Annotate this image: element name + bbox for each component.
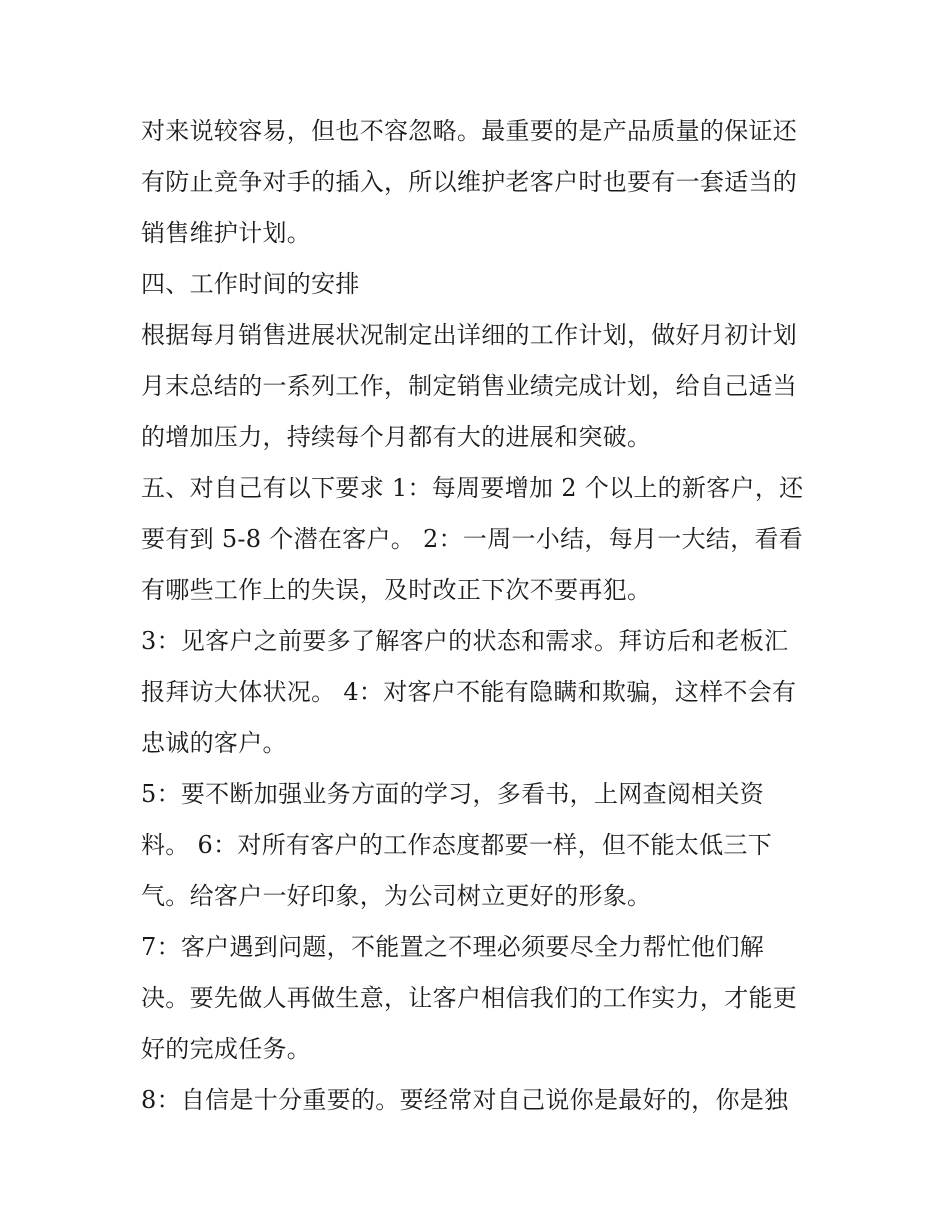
text-line: 五、对自己有以下要求 1：每周要增加 2 个以上的新客户，还 <box>141 474 804 502</box>
text-line: 7：客户遇到问题，不能置之不理必须要尽全力帮忙他们解 <box>141 933 765 961</box>
text-line: 有哪些工作上的失误，及时改正下次不要再犯。 <box>141 576 652 604</box>
text-line: 对来说较容易，但也不容忽略。最重要的是产品质量的保证还 <box>141 117 798 145</box>
text-line: 销售维护计划。 <box>141 219 312 247</box>
text-line: 气。给客户一好印象，为公司树立更好的形象。 <box>141 882 652 910</box>
text-line: 决。要先做人再做生意，让客户相信我们的工作实力，才能更 <box>141 984 798 1012</box>
text-line: 3：见客户之前要多了解客户的状态和需求。拜访后和老板汇 <box>141 627 789 655</box>
text-line: 料。 6：对所有客户的工作态度都要一样，但不能太低三下 <box>141 831 772 859</box>
text-line: 8：自信是十分重要的。要经常对自己说你是最好的，你是独 <box>141 1086 789 1114</box>
text-line: 的增加压力，持续每个月都有大的进展和突破。 <box>141 423 652 451</box>
text-line: 根据每月销售进展状况制定出详细的工作计划，做好月初计划 <box>141 321 798 349</box>
section-heading: 四、工作时间的安排 <box>141 270 360 298</box>
document-body <box>141 106 821 1126</box>
text-line: 报拜访大体状况。 4：对客户不能有隐瞒和欺骗，这样不会有 <box>141 678 797 706</box>
text-line: 好的完成任务。 <box>141 1035 312 1063</box>
text-line: 忠诚的客户。 <box>141 729 287 757</box>
text-line: 有防止竞争对手的插入，所以维护老客户时也要有一套适当的 <box>141 168 798 196</box>
text-line: 5：要不断加强业务方面的学习，多看书，上网查阅相关资 <box>141 780 765 808</box>
text-line: 月末总结的一系列工作，制定销售业绩完成计划，给自己适当 <box>141 372 798 400</box>
text-line: 要有到 5-8 个潜在客户。 2：一周一小结，每月一大结，看看 <box>141 525 804 553</box>
